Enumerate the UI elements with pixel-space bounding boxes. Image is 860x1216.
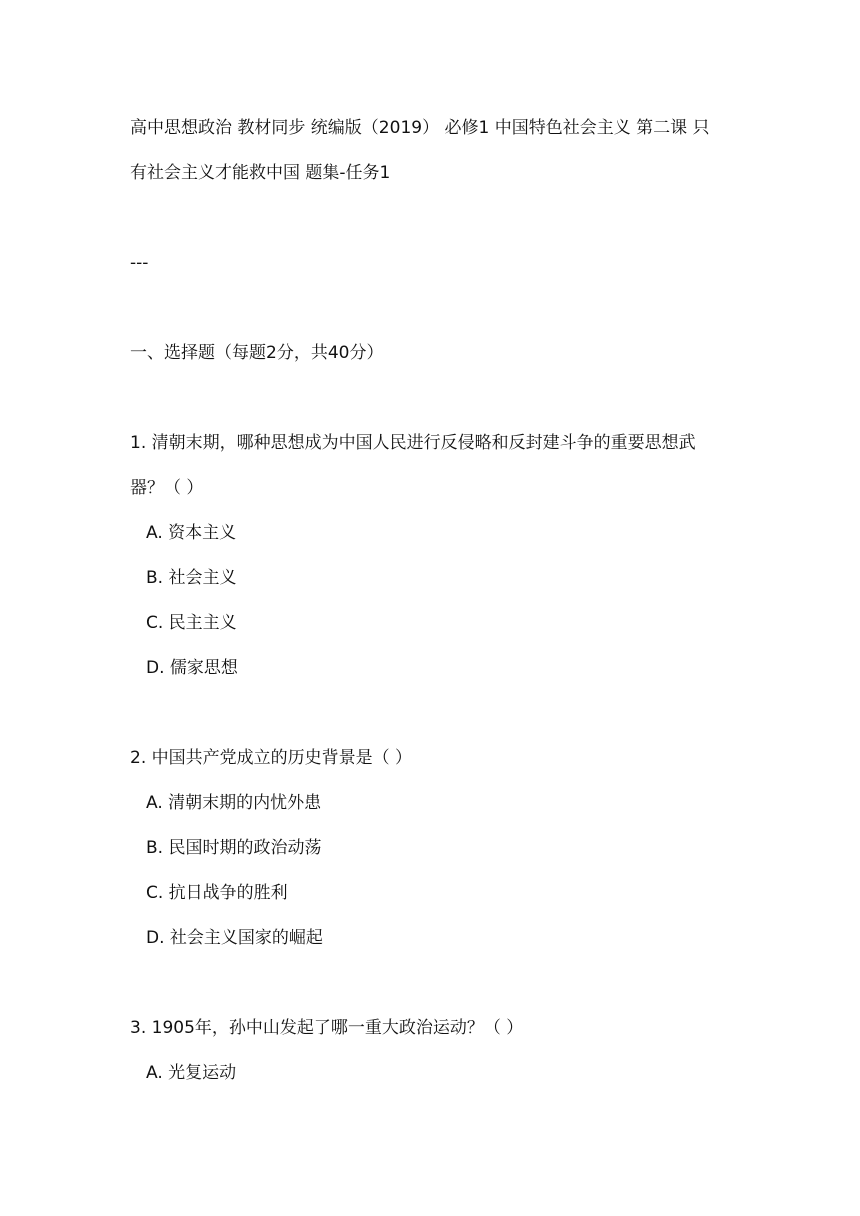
- document-title-line-1: 高中思想政治 教材同步 统编版（2019） 必修1 中国特色社会主义 第二课 只: [130, 118, 710, 138]
- question-1-option-c: C. 民主主义: [146, 613, 237, 633]
- question-2-stem: 2. 中国共产党成立的历史背景是（ ）: [130, 748, 413, 768]
- question-1-option-d: D. 儒家思想: [146, 658, 238, 678]
- question-3-option-a: A. 光复运动: [146, 1063, 237, 1083]
- question-1-stem-line-1: 1. 清朝末期，哪种思想成为中国人民进行反侵略和反封建斗争的重要思想武: [130, 433, 696, 453]
- question-3-stem: 3. 1905年，孙中山发起了哪一重大政治运动？（ ）: [130, 1018, 524, 1038]
- question-2-option-c: C. 抗日战争的胜利: [146, 883, 288, 903]
- question-1-option-a: A. 资本主义: [146, 523, 237, 543]
- question-2-option-d: D. 社会主义国家的崛起: [146, 928, 323, 948]
- question-2-option-a: A. 清朝末期的内忧外患: [146, 793, 322, 813]
- section-heading: 一、选择题（每题2分，共40分）: [130, 343, 384, 363]
- question-2-option-b: B. 民国时期的政治动荡: [146, 838, 322, 858]
- question-1-option-b: B. 社会主义: [146, 568, 237, 588]
- question-1-stem-line-2: 器？（ ）: [130, 478, 204, 498]
- separator: ---: [130, 253, 149, 273]
- document-title-line-2: 有社会主义才能救中国 题集-任务1: [130, 163, 391, 183]
